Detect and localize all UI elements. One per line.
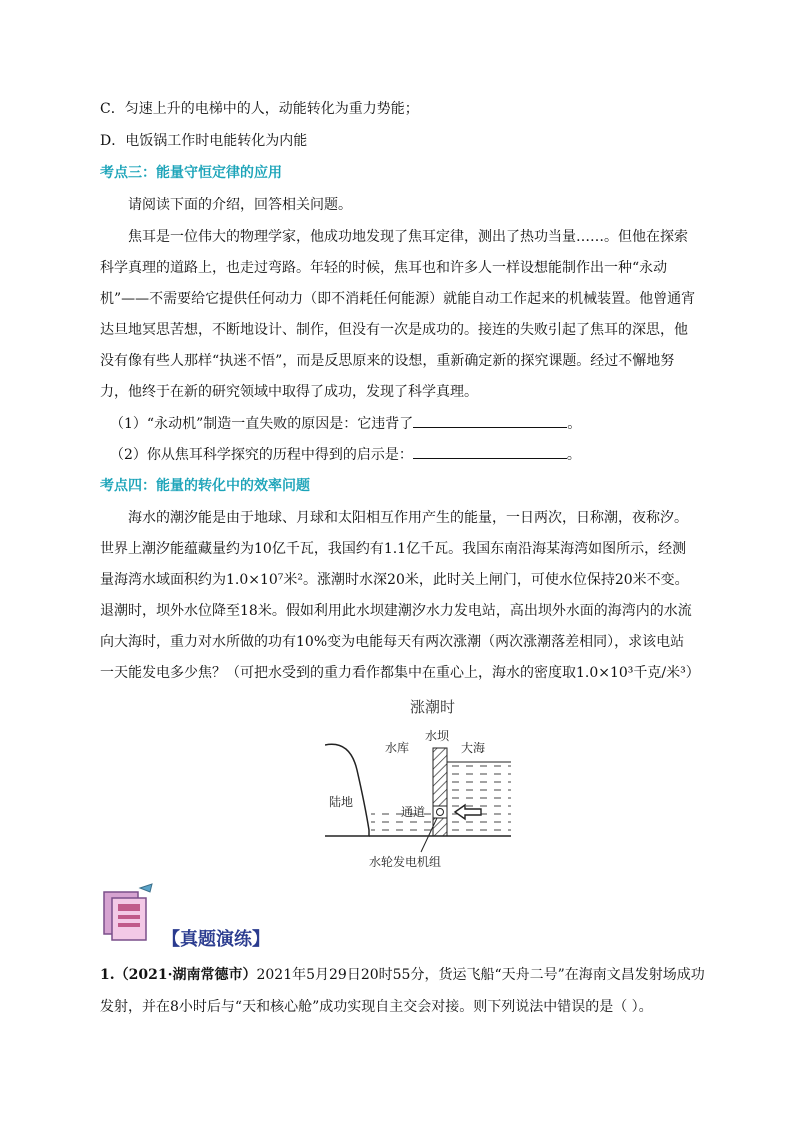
tide-dam-figure (325, 690, 515, 875)
sea-water (447, 762, 511, 836)
label-channel: 通道 (401, 805, 426, 819)
option-c: C．匀速上升的电梯中的人，动能转化为重力势能； (100, 101, 419, 117)
dam-upper (433, 748, 447, 806)
tide-passage: 海水的潮汐能是由于地球、月球和太阳相互作用产生的能量，一日两次，日称潮，夜称汐。世界上潮汐能蕴藏量约为10亿千瓦，我国约有1.1亿千瓦。我国东南沿海某海湾如图所示，经测量海湾水域面积约为1.0×10⁷米²。涨潮时水深20米，此时关上闸门，可使水位保持20米不变。退潮时，坝外水位降至18米。假如利用此水坝建潮汐水力发电站，高出坝外水面的海湾内的水流向大海时，重力对水所做的功有10%变为电能每天有两次涨潮（两次涨潮落差相同），求该电站一天能发电多少焦？（可把水受到的重力看作都集中在重心上，海水的密度取1.0×10³千克/米³） (100, 510, 700, 681)
turbine-box (433, 806, 447, 818)
question-1-text-a: 2021年5月29日20时55分，货运飞船“天舟二号”在海南文昌发射场成功 (256, 967, 705, 983)
kaodian3-intro: 请阅读下面的介绍，回答相关问题。 (128, 197, 352, 213)
label-land: 陆地 (329, 795, 354, 809)
option-d: D．电饭锅工作时电能转化为内能 (100, 133, 308, 149)
question-1-source: （2021·湖南常德市） (114, 967, 257, 983)
question-1-number: 1. (100, 967, 115, 983)
question-2-line (110, 444, 581, 465)
q2-suffix: 。 (566, 447, 581, 463)
label-reservoir: 水库 (385, 741, 410, 755)
question-1-continued: 发射，并在8小时后与“天和核心舱”成功实现自主交会对接。则下列说法中错误的是（ ）。 (100, 999, 653, 1015)
figure-title: 涨潮时 (410, 698, 456, 716)
tide-diagram (325, 690, 515, 875)
q1-prefix: （1）“永动机”制造一直失败的原因是：它违背了 (110, 416, 414, 432)
q2-prefix: （2）你从焦耳科学探究的历程中得到的启示是： (110, 447, 413, 463)
dam-lower (433, 818, 447, 836)
label-turbine: 水轮发电机组 (369, 855, 442, 869)
kaodian4-heading: 考点四：能量的转化中的效率问题 (100, 478, 310, 494)
q1-suffix: 。 (567, 416, 582, 432)
label-dam: 水坝 (425, 729, 450, 743)
question-1 (100, 965, 705, 985)
question-1-line (110, 413, 581, 434)
land-shape (325, 744, 369, 836)
section-title: 【真题演练】 (162, 929, 270, 950)
q1-answer-blank[interactable] (413, 413, 567, 428)
documents-icon (100, 882, 160, 944)
kaodian3-heading: 考点三：能量守恒定律的应用 (100, 165, 282, 181)
label-sea: 大海 (461, 741, 486, 755)
q2-answer-blank[interactable] (413, 444, 567, 459)
joule-passage: 焦耳是一位伟大的物理学家，他成功地发现了焦耳定律，测出了热功当量……。但他在探索科学真理的道路上，也走过弯路。年轻的时候，焦耳也和许多人一样设想能制作出一种“永动机”——不需要给它提供任何动力（即不消耗任何能源）就能自动工作起来的机械装置。他曾通宵达旦地冥思苦想，不断地设计、制作，但没有一次是成功的。接连的失败引起了焦耳的深思，他没有像有些人那样“执迷不悟”，而是反思原来的设想，重新确定新的探究课题。经过不懈地努力，他终于在新的研究领域中取得了成功，发现了科学真理。 (100, 229, 696, 400)
